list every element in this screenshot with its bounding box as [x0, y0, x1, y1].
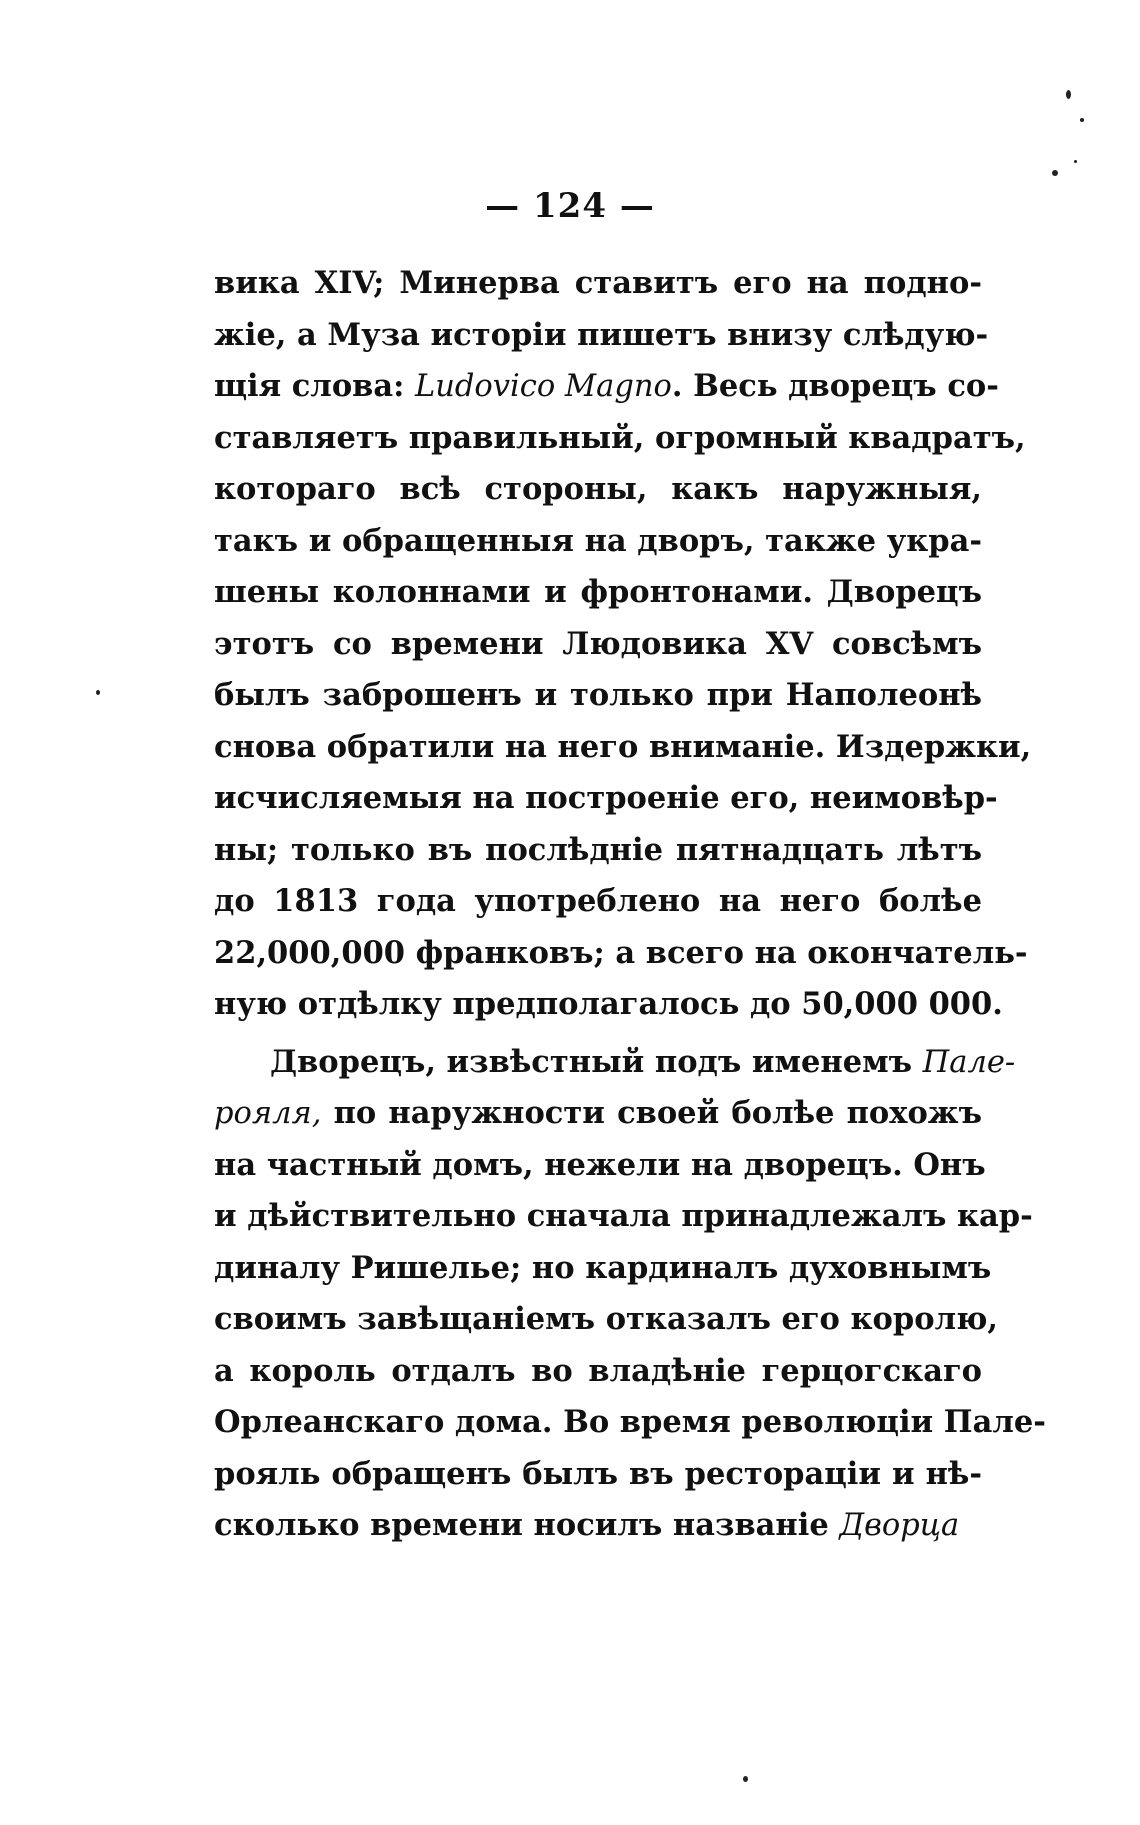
text-line [214, 464, 982, 516]
text-line [214, 1191, 1033, 1243]
text-line [214, 1243, 992, 1295]
scan-speck [1052, 170, 1058, 176]
text-segment: ны; только въ послѣдніе пятнадцать лѣтъ [214, 831, 982, 868]
text-line [214, 876, 982, 928]
text-segment: на частный домъ, нежели на дворецъ. Онъ [214, 1146, 986, 1183]
text-line [214, 1500, 982, 1552]
text-line [214, 413, 1026, 465]
text-segment: сколько времени носилъ названіе [214, 1507, 840, 1543]
text-segment: этотъ со времени Людовика XV совсѣмъ [214, 625, 982, 662]
body-text [214, 258, 1046, 1552]
text-segment: до 1813 года употреблено на него болѣе [214, 883, 982, 919]
italic-segment: Ludovico Magno [415, 369, 672, 404]
text-segment: . Весь дворецъ со- [671, 368, 999, 404]
text-line [214, 1397, 1046, 1449]
text-line [214, 1140, 986, 1192]
text-segment: шены колоннами и фронтонами. Дворецъ [214, 574, 982, 610]
scan-speck [1074, 160, 1077, 163]
text-segment: такъ и обращенныя на дворъ, также укра- [214, 522, 982, 559]
text-segment: Орлеанскаго дома. Во время революціи Пале- [214, 1404, 1046, 1440]
text-line [214, 722, 1032, 774]
text-segment: и дѣйствительно сначала принадлежалъ кар- [214, 1198, 1033, 1234]
text-segment: щія слова: [214, 368, 415, 404]
italic-segment: Пале- [922, 1044, 1016, 1080]
text-segment: 22,000,000 франковъ; а всего на окончатель- [214, 934, 1028, 971]
text-segment: а король отдалъ во владѣніе герцогскаго [214, 1352, 982, 1389]
text-line [214, 825, 982, 877]
page-number: — 124 — [485, 186, 655, 226]
italic-segment: рояля, [214, 1096, 322, 1131]
text-segment: своимъ завѣщаніемъ отказалъ его королю, [214, 1301, 998, 1337]
text-line [214, 1037, 1016, 1089]
text-line [214, 310, 989, 362]
text-segment: исчисляемыя на построеніе его, неимовѣр- [214, 780, 998, 816]
text-line [214, 516, 982, 568]
text-line [214, 1294, 998, 1346]
text-line [214, 979, 1003, 1031]
text-segment: котораго всѣ стороны, какъ наружныя, [214, 471, 982, 507]
text-segment: Дворецъ, извѣстный подъ именемъ [270, 1043, 923, 1080]
text-segment: снова обратили на него вниманіе. Издержки, [214, 728, 1032, 765]
text-line [214, 1088, 982, 1140]
text-segment: вика XIV; Минерва ставитъ его на подно- [214, 265, 982, 301]
text-segment: по наружности своей болѣе похожъ [321, 1095, 982, 1131]
text-line [214, 1449, 982, 1501]
italic-segment: Дворца [839, 1508, 960, 1543]
scan-speck [96, 690, 100, 695]
text-line [214, 670, 982, 722]
scan-speck [743, 1776, 748, 1782]
text-segment: былъ заброшенъ и только при Наполеонѣ [214, 677, 982, 713]
text-line [214, 361, 999, 413]
text-line [214, 928, 1028, 980]
text-line [214, 619, 982, 671]
scan-speck [1066, 90, 1071, 99]
text-segment: жіе, а Муза исторіи пишетъ внизу слѣдую- [214, 316, 989, 353]
text-segment: диналу Ришелье; но кардиналъ духовнымъ [214, 1249, 992, 1286]
text-line [214, 258, 982, 310]
scan-speck [1080, 118, 1084, 122]
text-line [214, 567, 982, 619]
text-segment: ную отдѣлку предполагалось до 50,000 000. [214, 986, 1003, 1022]
text-segment: ставляетъ правильный, огромный квадратъ, [214, 419, 1026, 456]
text-line [214, 773, 998, 825]
text-line [214, 1346, 982, 1398]
text-segment: рояль обращенъ былъ въ ресторацiи и нѣ- [214, 1455, 982, 1492]
